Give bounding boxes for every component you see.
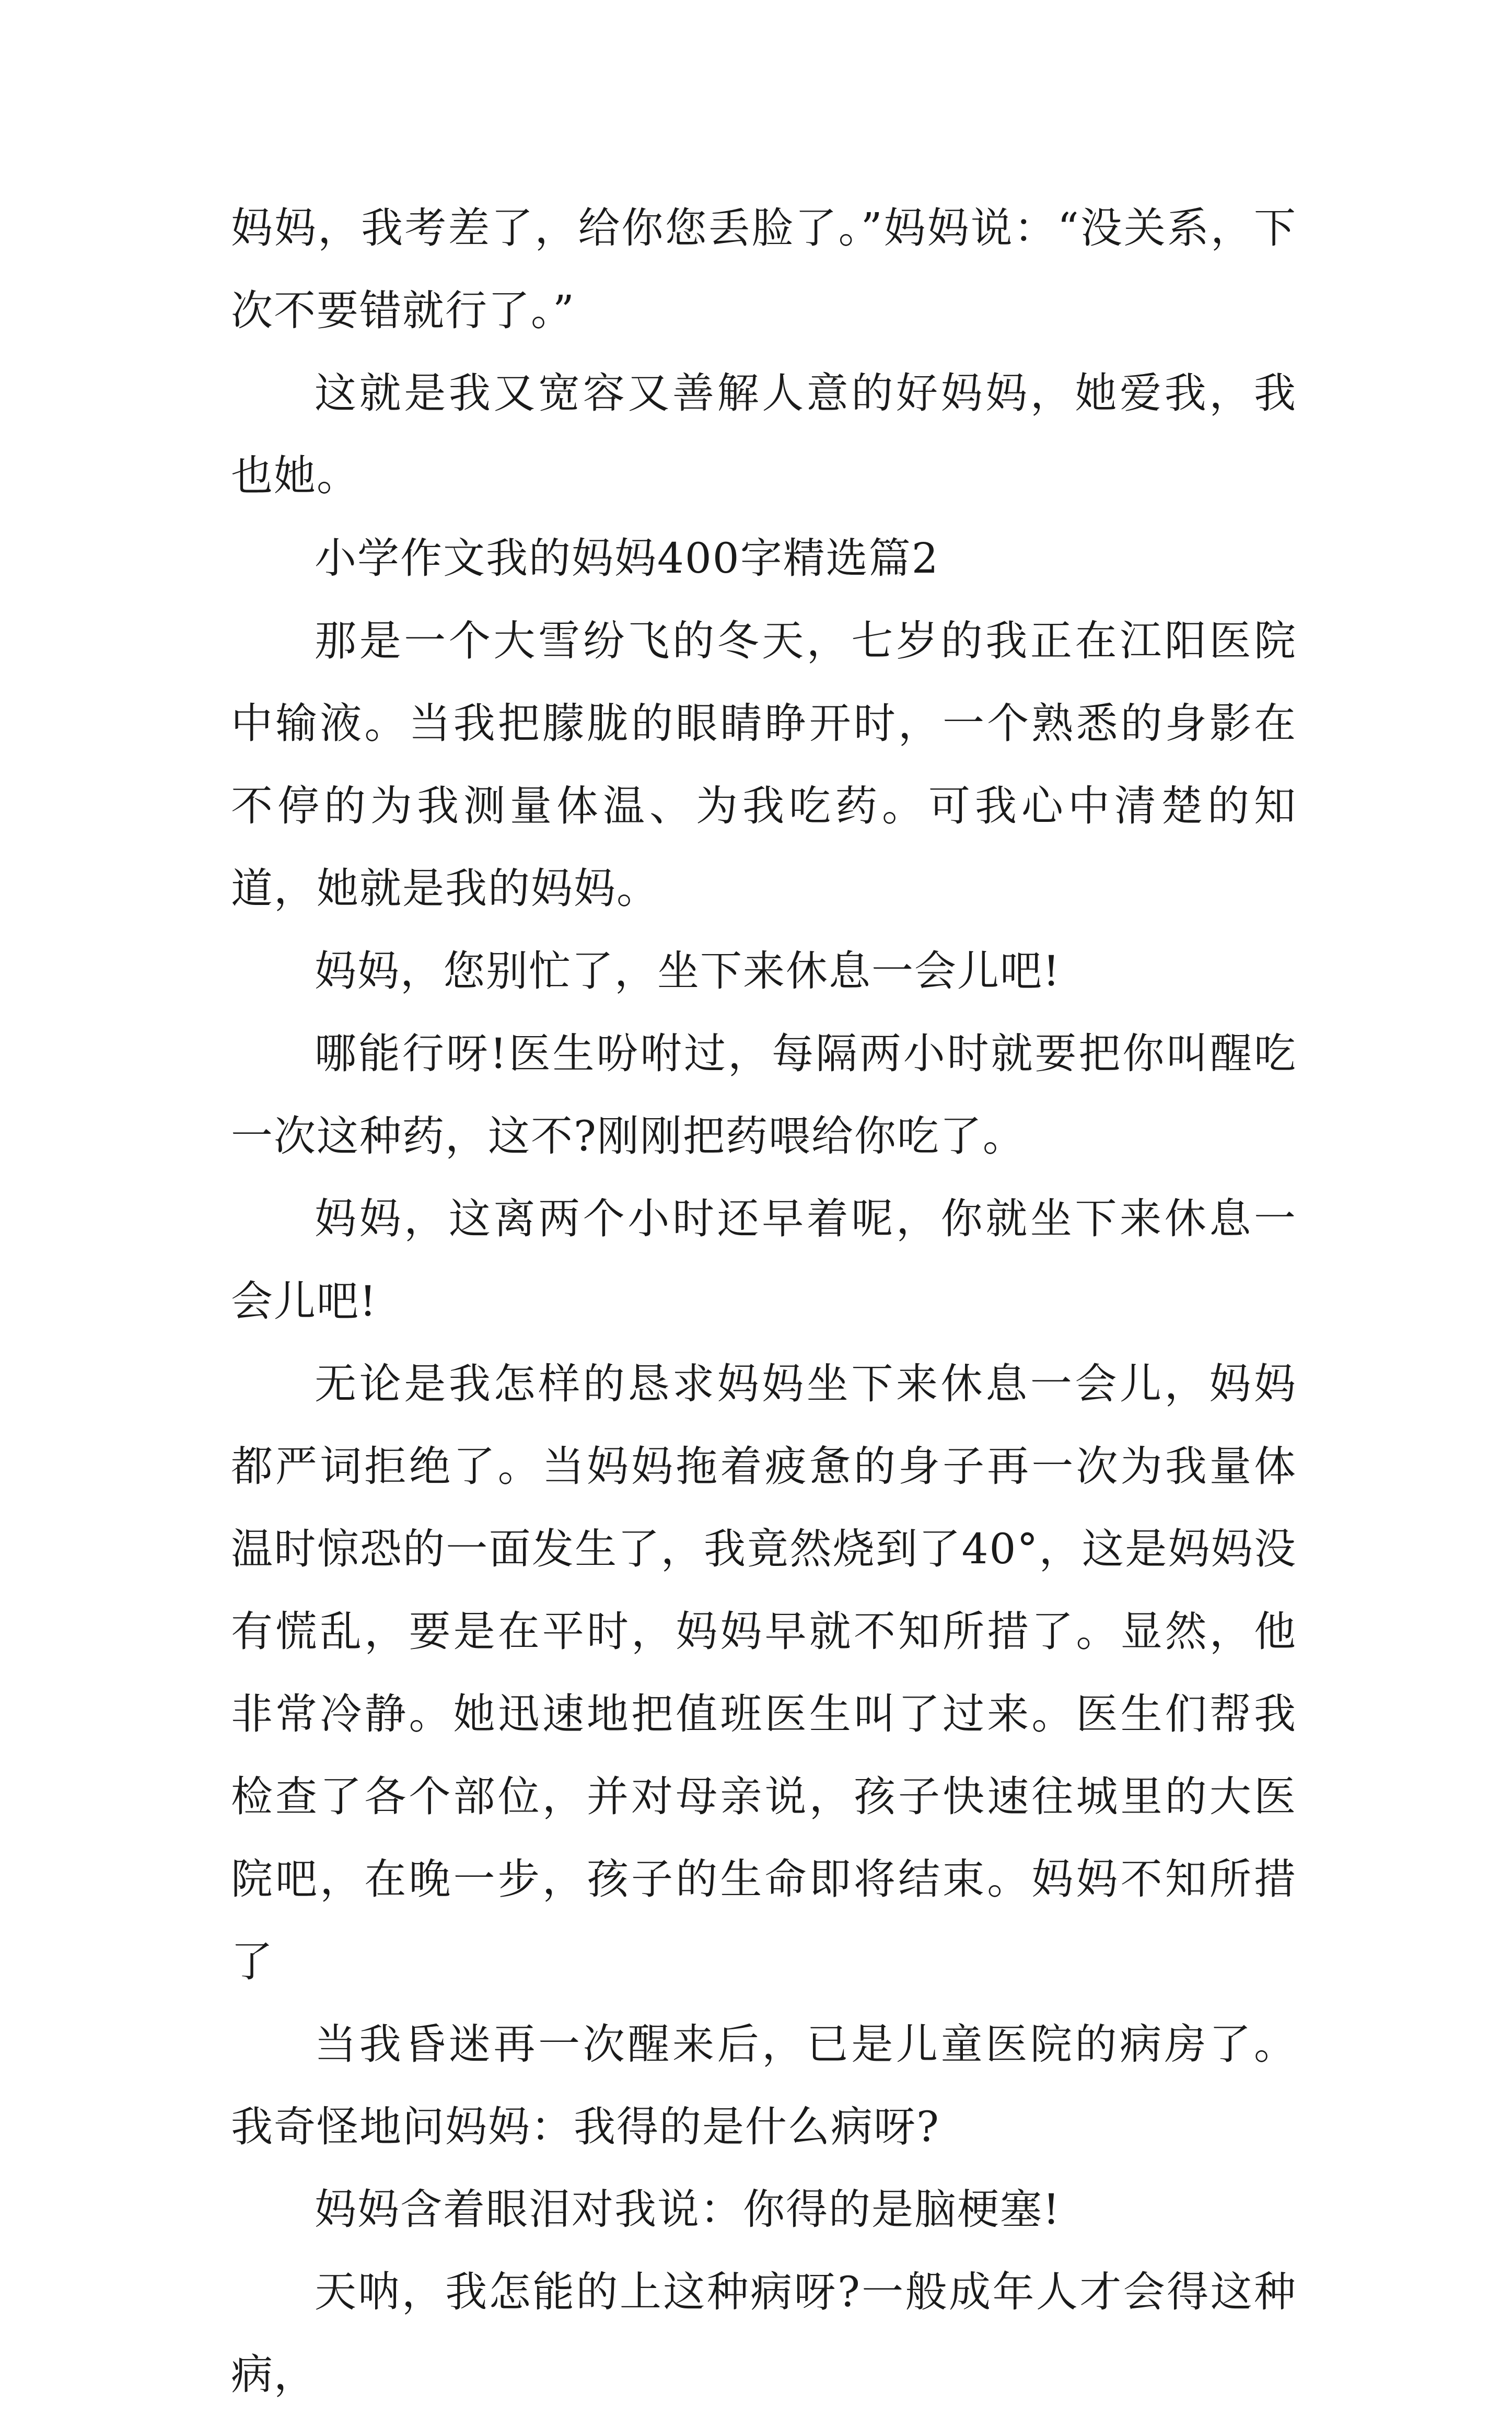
document-body bbox=[231, 187, 1297, 2416]
paragraph: 无论是我怎样的恳求妈妈坐下来休息一会儿，妈妈都严词拒绝了。当妈妈拖着疲惫的身子再一次为我量体温时惊恐的一面发生了，我竟然烧到了40°，这是妈妈没有慌乱，要是在平时，妈妈早就不知所措了。显然，他非常冷静。她迅速地把值班医生叫了过来。医生们帮我检查了各个部位，并对母亲说，孩子快速往城里的大医院吧，在晚一步，孩子的生命即将结束。妈妈不知所措了 bbox=[231, 1360, 1297, 1986]
paragraph: 当我昏迷再一次醒来后，已是儿童医院的病房了。我奇怪地问妈妈：我得的是什么病呀? bbox=[231, 2020, 1297, 2151]
paragraph: 妈妈，这离两个小时还早着呢，你就坐下来休息一会儿吧! bbox=[231, 1194, 1297, 1326]
paragraph: 这就是我又宽容又善解人意的好妈妈，她爱我，我也她。 bbox=[231, 369, 1297, 500]
paragraph: 天呐，我怎能的上这种病呀?一般成年人才会得这种病， bbox=[231, 2268, 1297, 2399]
paragraph: 妈妈，您别忙了，坐下来休息一会儿吧! bbox=[315, 947, 1061, 995]
paragraph: 哪能行呀!医生吩咐过，每隔两小时就要把你叫醒吃一次这种药，这不?刚刚把药喂给你吃了。 bbox=[231, 1029, 1297, 1160]
section-heading: 小学作文我的妈妈400字精选篇2 bbox=[315, 534, 939, 583]
paragraph: 那是一个大雪纷飞的冬天，七岁的我正在江阳医院中输液。当我把朦胧的眼睛睁开时，一个熟悉的身影在不停的为我测量体温、为我吃药。可我心中清楚的知道，她就是我的妈妈。 bbox=[231, 617, 1297, 913]
paragraph: 妈妈含着眼泪对我说：你得的是脑梗塞! bbox=[315, 2185, 1061, 2234]
paragraph: 妈妈，我考差了，给你您丢脸了。”妈妈说：“没关系，下次不要错就行了。” bbox=[231, 204, 1297, 335]
